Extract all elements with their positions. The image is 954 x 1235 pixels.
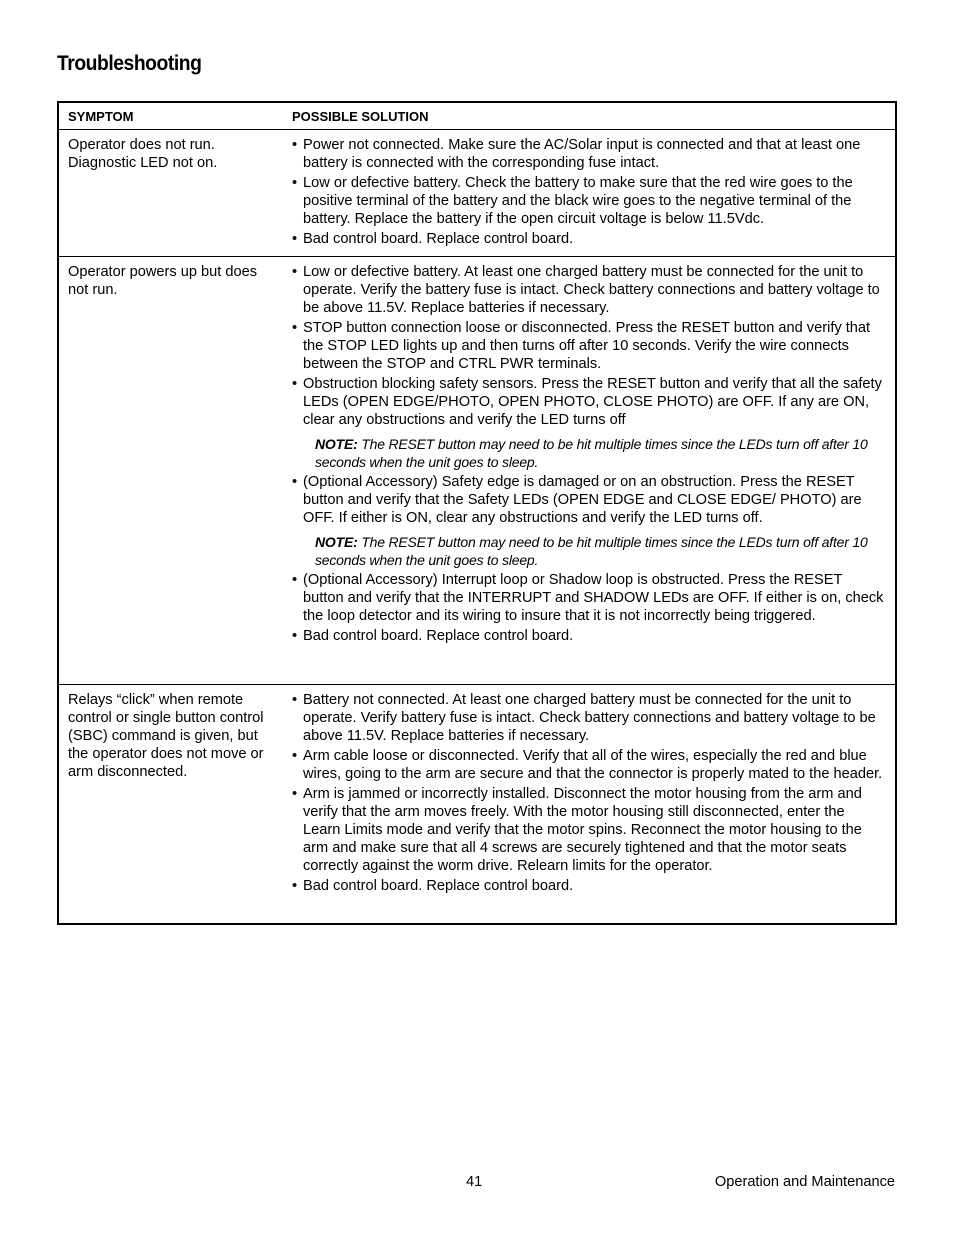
page-title: Troubleshooting xyxy=(57,52,202,75)
solution-item xyxy=(292,375,885,471)
solution-list xyxy=(292,691,885,895)
note xyxy=(303,533,885,569)
table-header-row xyxy=(58,102,896,130)
solution-item: • Bad control board. Replace control board. xyxy=(292,627,885,645)
table-row xyxy=(58,685,896,925)
footer-section-title: Operation and Maintenance xyxy=(714,1174,895,1190)
symptom-cell: Relays “click” when remote control or single button control (SBC) command is given, but the operator does not move or arm disconnected. xyxy=(58,685,283,925)
solution-cell xyxy=(283,257,896,685)
solution-item: • Bad control board. Replace control board. xyxy=(292,230,885,248)
solution-text: (Optional Accessory) Safety edge is damaged or on an obstruction. Press the RESET button and verify that the Safety LEDs (OPEN EDGE and CLOSE EDGE/ PHOTO) are OFF. If either is ON, clear any obstructions and verify the LED turns off. xyxy=(303,474,862,526)
troubleshooting-table xyxy=(57,101,897,925)
solution-item: • Battery not connected. At least one charged battery must be connected for the unit to operate. Verify battery fuse is intact. Check battery connections and battery voltage to be above 11.5V. Replace batteries if necessary. xyxy=(292,691,885,745)
symptom-cell: Operator does not run. Diagnostic LED not on. xyxy=(58,130,283,257)
note-label: NOTE: xyxy=(315,436,358,452)
table-row xyxy=(58,130,896,257)
solution-header: POSSIBLE SOLUTION xyxy=(283,102,896,130)
page-number: 41 xyxy=(466,1174,483,1190)
solution-item: • Arm cable loose or disconnected. Verify that all of the wires, especially the red and blue wires, going to the arm are secure and that the connector is properly mated to the header. xyxy=(292,747,885,783)
solution-item: • STOP button connection loose or disconnected. Press the RESET button and verify that the STOP LED lights up and then turns off after 10 seconds. Verify the wire connects between the STOP and CTRL PWR terminals. xyxy=(292,319,885,373)
solution-item: • (Optional Accessory) Interrupt loop or Shadow loop is obstructed. Press the RESET button and verify that the INTERRUPT and SHADOW LEDs are OFF. If either is on, check the loop detector and its wiring to insure that it is not incorrectly being triggered. xyxy=(292,571,885,625)
note xyxy=(303,435,885,471)
solution-text: Obstruction blocking safety sensors. Press the RESET button and verify that all the safety LEDs (OPEN EDGE/PHOTO, OPEN PHOTO, CLOSE PHOTO) are OFF. If any are ON, clear any obstructions and verify the LED turns off xyxy=(303,376,882,428)
solution-item: • Power not connected. Make sure the AC/Solar input is connected and that at least one battery is connected with the corresponding fuse intact. xyxy=(292,136,885,172)
symptom-cell: Operator powers up but does not run. xyxy=(58,257,283,685)
solution-item: • Low or defective battery. Check the battery to make sure that the red wire goes to the positive terminal of the battery and the black wire goes to the negative terminal of the battery. Replace the battery if the open circuit voltage is below 11.5Vdc. xyxy=(292,174,885,228)
note-text: The RESET button may need to be hit multiple times since the LEDs turn off after 10 seconds when the unit goes to sleep. xyxy=(315,436,868,470)
solution-cell xyxy=(283,130,896,257)
solution-item xyxy=(292,473,885,569)
solution-item: • Arm is jammed or incorrectly installed. Disconnect the motor housing from the arm and verify that the arm moves freely. With the motor housing still disconnected, enter the Learn Limits mode and verify that the motor spins. Reconnect the motor housing to the arm and make sure that all 4 screws are securely tightened and that the motor seats correctly against the worm drive. Relearn limits for the operator. xyxy=(292,785,885,875)
table-row xyxy=(58,257,896,685)
solution-cell xyxy=(283,685,896,925)
symptom-header: SYMPTOM xyxy=(58,102,283,130)
solution-item: • Low or defective battery. At least one charged battery must be connected for the unit to operate. Verify the battery fuse is intact. Check battery connections and battery voltage to be above 11.5V. Replace batteries if necessary. xyxy=(292,263,885,317)
solution-item: • Bad control board. Replace control board. xyxy=(292,877,885,895)
solution-list xyxy=(292,136,885,248)
note-label: NOTE: xyxy=(315,534,358,550)
note-text: The RESET button may need to be hit multiple times since the LEDs turn off after 10 seconds when the unit goes to sleep. xyxy=(315,534,868,568)
solution-list xyxy=(292,263,885,645)
